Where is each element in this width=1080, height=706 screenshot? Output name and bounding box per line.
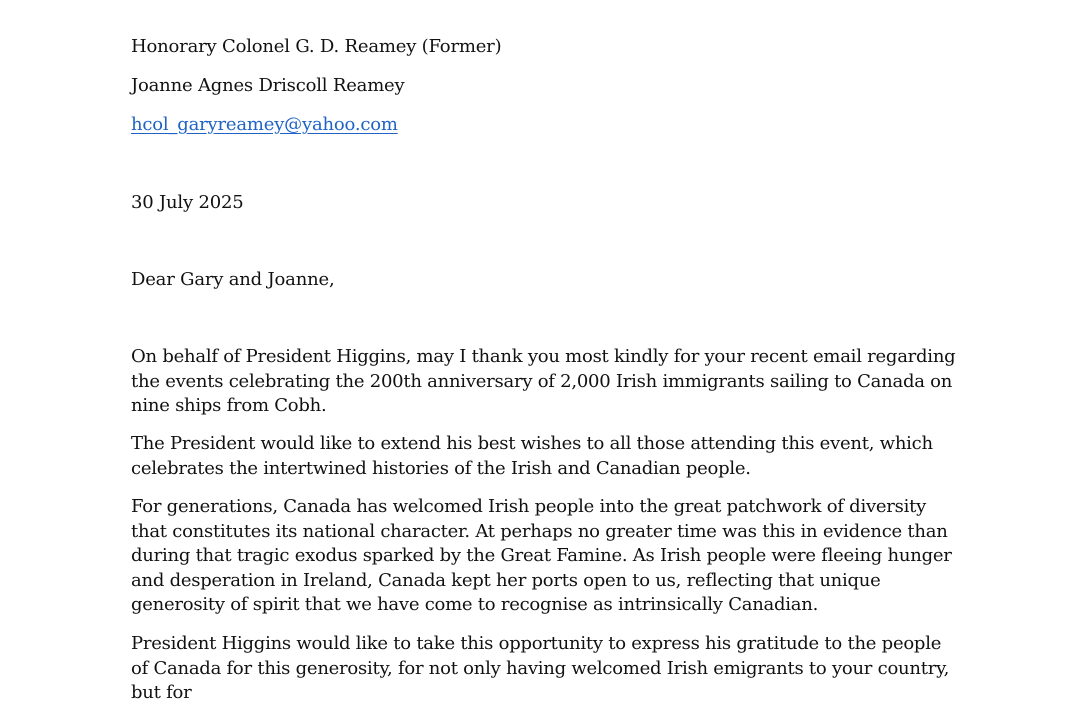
letter-date: 30 July 2025 — [131, 192, 244, 213]
letter-paragraph-2: The President would like to extend his best wishes to all those attending this event, which celebrates the intertwined histories of the Irish and Canadian people. — [131, 433, 933, 479]
recipient-email-link[interactable]: hcol_garyreamey@yahoo.com — [131, 114, 398, 135]
letter-salutation: Dear Gary and Joanne, — [131, 269, 335, 290]
letter-paragraph-3: For generations, Canada has welcomed Irish people into the great patchwork of diversity that constitutes its national character. At perhaps no greater time was this in evidence than during that tragic exodus sparked by the Great Famine. As Irish people were fleeing hunger and desperation in Ireland, Canada kept her ports open to us, reflecting that unique generosity of spirit that we have come to recognise as intrinsically Canadian. — [131, 496, 952, 615]
letter-page — [131, 0, 961, 703]
letter-paragraph-1: On behalf of President Higgins, may I thank you most kindly for your recent email regarding the events celebrating the 200th anniversary of 2,000 Irish immigrants sailing to Canada on nine ships from Cobh. — [131, 346, 956, 416]
recipient-second-name-line: Joanne Agnes Driscoll Reamey — [131, 75, 405, 96]
recipient-email-line — [131, 113, 398, 137]
letter-paragraph-4: President Higgins would like to take this opportunity to express his gratitude to the people of Canada for this generosity, for not only having welcomed Irish emigrants to your country, but for — [131, 633, 950, 703]
recipient-name-line: Honorary Colonel G. D. Reamey (Former) — [131, 36, 502, 57]
